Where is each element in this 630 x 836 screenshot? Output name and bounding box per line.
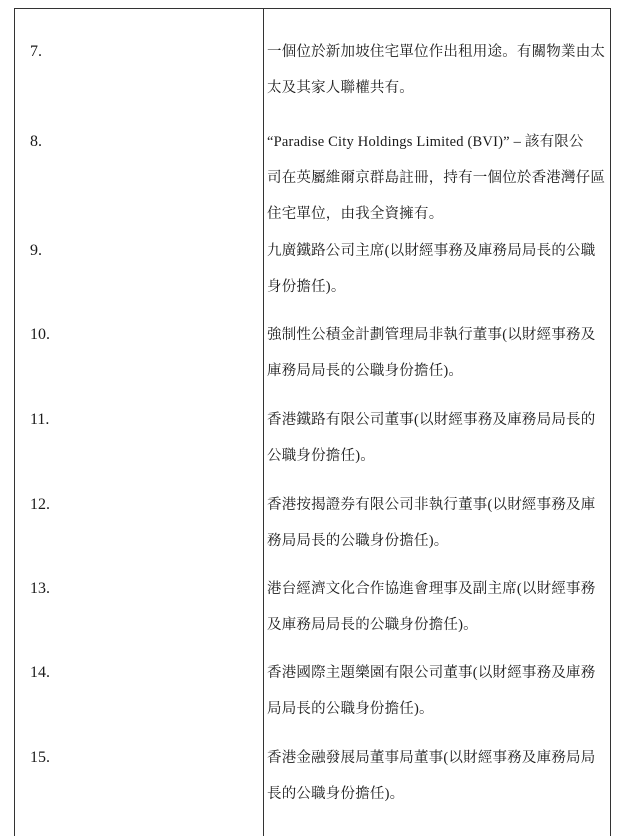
description-line: 庫務局局長的公職身份擔任)。: [267, 363, 464, 379]
item-number: 10.: [30, 326, 50, 343]
description-line: 強制性公積金計劃管理局非執行董事(以財經事務及: [267, 327, 596, 343]
description-line: 務局局長的公職身份擔任)。: [267, 533, 449, 549]
item-number: 9.: [30, 242, 42, 259]
description-line: 九廣鐵路公司主席(以財經事務及庫務局局長的公職: [267, 243, 596, 259]
item-description: [267, 571, 607, 643]
description-line: 一個位於新加坡住宅單位作出租用途。有關物業由太: [267, 44, 606, 60]
column-divider: [263, 8, 264, 836]
description-line: 香港按揭證券有限公司非執行董事(以財經事務及庫: [267, 497, 596, 513]
item-number: 11.: [30, 411, 50, 428]
description-line: 長的公職身份擔任)。: [267, 786, 405, 802]
item-description: [267, 34, 607, 106]
description-line: 公職身份擔任)。: [267, 448, 375, 464]
item-description: [267, 317, 607, 389]
item-description: [267, 233, 607, 305]
description-line: 香港金融發展局董事局董事(以財經事務及庫務局局: [267, 750, 596, 766]
description-line: 司在英屬維爾京群島註冊，持有一個位於香港灣仔區: [267, 170, 606, 186]
item-description: [267, 402, 607, 474]
description-line: 住宅單位，由我全資擁有。: [267, 206, 444, 222]
item-description: [267, 124, 607, 232]
description-line: 局局長的公職身份擔任)。: [267, 701, 434, 717]
item-number: 15.: [30, 749, 50, 766]
item-description: [267, 487, 607, 559]
description-line: 太及其家人聯權共有。: [267, 80, 414, 96]
item-number: 14.: [30, 664, 50, 681]
description-line: 香港鐵路有限公司董事(以財經事務及庫務局局長的: [267, 412, 596, 428]
item-number: 7.: [30, 43, 42, 60]
item-number: 13.: [30, 580, 50, 597]
description-line: 身份擔任)。: [267, 279, 346, 295]
description-line: 及庫務局局長的公職身份擔任)。: [267, 617, 478, 633]
item-number: 12.: [30, 496, 50, 513]
description-line: 港台經濟文化合作協進會理事及副主席(以財經事務: [267, 581, 596, 597]
item-description: [267, 655, 607, 727]
item-description: [267, 740, 607, 812]
item-number: 8.: [30, 133, 42, 150]
description-line: “Paradise City Holdings Limited (BVI)” – 該有限公: [267, 134, 584, 150]
description-line: 香港國際主題樂園有限公司董事(以財經事務及庫務: [267, 665, 596, 681]
